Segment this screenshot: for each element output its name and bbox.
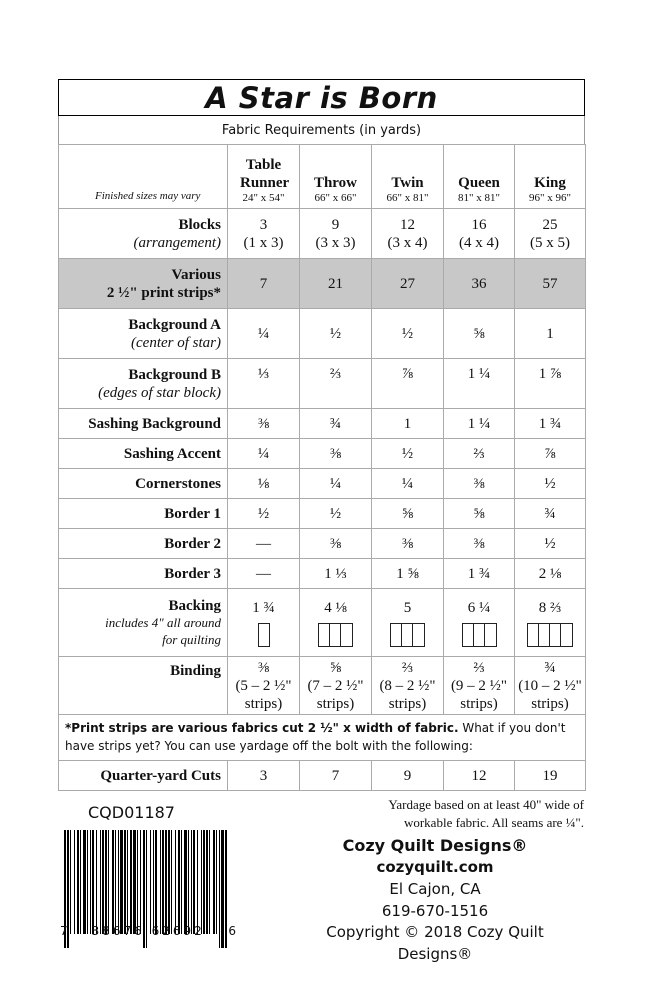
- value-cell: 9: [372, 761, 444, 791]
- product-sku: CQD01187: [88, 803, 175, 822]
- value-cell: 12: [444, 761, 515, 791]
- background-a-label: [59, 309, 228, 359]
- value-cell: [228, 209, 300, 259]
- value-cell: ⅝: [372, 499, 444, 529]
- sashing-background-row: [59, 409, 586, 439]
- size-dims: 66" x 81": [386, 191, 429, 204]
- value-cell: [444, 209, 515, 259]
- yardage-note: [340, 796, 584, 831]
- border-3-label: Border 3: [59, 559, 228, 589]
- value-cell: [228, 589, 300, 657]
- panel-segment: [528, 624, 539, 646]
- backing-yardage: 1 ¾: [252, 599, 275, 616]
- border-2-row: [59, 529, 586, 559]
- panel-segment: [463, 624, 474, 646]
- sashing-accent-label: Sashing Accent: [59, 439, 228, 469]
- value-cell: 1: [515, 309, 586, 359]
- value-cell: ½: [515, 529, 586, 559]
- strips-label-line1: Various: [171, 266, 221, 283]
- binding-strips: (10 – 2 ½": [518, 677, 582, 694]
- bg-b-label-text: Background B: [128, 366, 221, 383]
- background-b-row: [59, 359, 586, 409]
- strips-label-line2: 2 ½" print strips*: [106, 284, 221, 301]
- copyright: Copyright © 2018 Cozy Quilt Designs®: [326, 923, 544, 964]
- panel-segment: [474, 624, 485, 646]
- company-url: cozyquilt.com: [376, 858, 494, 877]
- binding-yardage: ⅜: [257, 659, 270, 676]
- footnote-text: What if you don't have strips yet? You can use yardage off the bolt with the following:: [65, 721, 566, 753]
- value-cell: ½: [300, 309, 372, 359]
- requirements-table: [58, 144, 586, 791]
- panel-segment: [485, 624, 496, 646]
- backing-sublabel-2: for quilting: [162, 631, 221, 647]
- value-cell: 1 ¾: [515, 409, 586, 439]
- yardage-note-line1: Yardage based on at least 40" wide of: [388, 797, 584, 812]
- value-cell: 36: [444, 259, 515, 309]
- finished-sizes-note: Finished sizes may vary: [95, 190, 201, 202]
- size-throw: [300, 145, 372, 209]
- value-cell: 21: [300, 259, 372, 309]
- value-cell: [300, 209, 372, 259]
- value-cell: ¼: [228, 439, 300, 469]
- company-phone: 619-670-1516: [381, 901, 489, 920]
- size-name: Throw: [313, 174, 358, 191]
- company-info: [300, 834, 570, 966]
- panel-segment: [319, 624, 330, 646]
- value-cell: [228, 657, 300, 715]
- value-cell: [300, 657, 372, 715]
- border-1-row: [59, 499, 586, 529]
- value-cell: —: [228, 559, 300, 589]
- size-table-runner: [228, 145, 300, 209]
- pattern-title: A Star is Born: [205, 80, 438, 115]
- value-cell: [444, 589, 515, 657]
- size-dims: 96" x 96": [529, 191, 571, 204]
- value-cell: ¾: [300, 409, 372, 439]
- block-count: 9: [331, 216, 340, 233]
- print-strips-label: [59, 259, 228, 309]
- value-cell: [372, 209, 444, 259]
- value-cell: ½: [372, 309, 444, 359]
- size-king: [515, 145, 586, 209]
- size-name: Queen: [458, 174, 500, 191]
- cornerstones-label: Cornerstones: [59, 469, 228, 499]
- value-cell: ⅝: [444, 499, 515, 529]
- backing-panel-icon: [390, 623, 425, 647]
- block-count: 16: [471, 216, 487, 233]
- value-cell: ⅛: [228, 469, 300, 499]
- size-note-cell: [59, 145, 228, 209]
- fabric-requirements-subtitle: Fabric Requirements (in yards): [58, 116, 585, 144]
- value-cell: ⅝: [444, 309, 515, 359]
- panel-segment: [550, 624, 561, 646]
- backing-label: [59, 589, 228, 657]
- value-cell: ⅞: [515, 439, 586, 469]
- border-3-row: [59, 559, 586, 589]
- backing-row: [59, 589, 586, 657]
- value-cell: [515, 589, 586, 657]
- size-twin: [372, 145, 444, 209]
- value-cell: ⅜: [444, 529, 515, 559]
- value-cell: 1 ⅓: [300, 559, 372, 589]
- sashing-background-label: Sashing Background: [59, 409, 228, 439]
- panel-segment: [413, 624, 424, 646]
- binding-strips-word: strips): [316, 695, 355, 712]
- size-dims: 81" x 81": [458, 191, 500, 204]
- binding-strips: (8 – 2 ½": [379, 677, 436, 694]
- block-arrangement: (3 x 3): [315, 234, 356, 251]
- bg-b-sublabel: (edges of star block): [98, 384, 221, 401]
- value-cell: ⅞: [372, 359, 444, 409]
- print-strips-row: [59, 259, 586, 309]
- barcode-digit-left: 7: [60, 924, 68, 938]
- panel-segment: [539, 624, 550, 646]
- binding-strips-word: strips): [388, 695, 427, 712]
- backing-panel-icon: [527, 623, 573, 647]
- value-cell: [515, 657, 586, 715]
- company-name: Cozy Quilt Designs®: [342, 836, 528, 855]
- size-name: Table Runner: [240, 156, 290, 191]
- size-dims: 66" x 66": [314, 191, 357, 204]
- binding-yardage: ¾: [544, 659, 556, 676]
- border-2-label: Border 2: [59, 529, 228, 559]
- value-cell: 2 ⅛: [515, 559, 586, 589]
- binding-strips-word: strips): [244, 695, 283, 712]
- background-b-label: [59, 359, 228, 409]
- backing-panel-icon: [258, 623, 270, 647]
- value-cell: 1 ¼: [444, 409, 515, 439]
- size-name: Twin: [391, 174, 424, 191]
- value-cell: ⅜: [300, 529, 372, 559]
- yardage-note-line2: workable fabric. All seams are ¼".: [403, 814, 584, 830]
- sashing-accent-row: [59, 439, 586, 469]
- value-cell: ¾: [515, 499, 586, 529]
- size-queen: [444, 145, 515, 209]
- cornerstones-row: [59, 469, 586, 499]
- binding-strips: (5 – 2 ½": [235, 677, 292, 694]
- value-cell: 1 ¾: [444, 559, 515, 589]
- backing-yardage: 5: [403, 599, 412, 616]
- value-cell: 1 ⅞: [515, 359, 586, 409]
- footnote-row: [59, 715, 586, 761]
- value-cell: ½: [372, 439, 444, 469]
- bg-a-label-text: Background A: [128, 316, 221, 333]
- barcode-digit-right: 6: [228, 924, 236, 938]
- blocks-label: [59, 209, 228, 259]
- block-arrangement: (3 x 4): [387, 234, 428, 251]
- quarter-yard-label: Quarter-yard Cuts: [59, 761, 228, 791]
- title-box: [58, 79, 585, 116]
- value-cell: ¼: [228, 309, 300, 359]
- binding-row: [59, 657, 586, 715]
- blocks-label-text: Blocks: [178, 216, 221, 233]
- value-cell: 57: [515, 259, 586, 309]
- binding-strips-word: strips): [460, 695, 498, 712]
- blocks-row: [59, 209, 586, 259]
- binding-strips-word: strips): [531, 695, 569, 712]
- value-cell: ⅜: [372, 529, 444, 559]
- backing-panel-icon: [462, 623, 497, 647]
- panel-segment: [391, 624, 402, 646]
- binding-yardage: ⅔: [473, 659, 485, 676]
- footnote-bold: *Print strips are various fabrics cut 2 ½" x width of fabric.: [65, 721, 459, 736]
- block-count: 3: [259, 216, 268, 233]
- value-cell: ⅔: [300, 359, 372, 409]
- binding-strips: (9 – 2 ½": [450, 677, 508, 694]
- barcode-digits-main: 38676 62692: [91, 924, 205, 938]
- value-cell: ⅓: [228, 359, 300, 409]
- value-cell: 7: [228, 259, 300, 309]
- backing-sublabel-1: includes 4" all around: [105, 614, 221, 630]
- backing-yardage: 8 ⅔: [538, 599, 562, 616]
- footnote: [59, 715, 586, 761]
- backing-yardage: 4 ⅛: [324, 599, 347, 616]
- value-cell: 1: [372, 409, 444, 439]
- company-city: El Cajon, CA: [389, 879, 481, 898]
- block-count: 25: [542, 216, 558, 233]
- value-cell: 3: [228, 761, 300, 791]
- background-a-row: [59, 309, 586, 359]
- border-1-label: Border 1: [59, 499, 228, 529]
- binding-label: Binding: [59, 657, 228, 715]
- size-header-row: [59, 145, 586, 209]
- blocks-sublabel: (arrangement): [133, 234, 221, 251]
- value-cell: [372, 589, 444, 657]
- value-cell: 1 ⅝: [372, 559, 444, 589]
- block-count: 12: [400, 216, 415, 233]
- value-cell: ⅜: [300, 439, 372, 469]
- block-arrangement: (4 x 4): [459, 234, 499, 251]
- value-cell: ⅔: [444, 439, 515, 469]
- binding-yardage: ⅝: [329, 659, 342, 676]
- value-cell: [372, 657, 444, 715]
- panel-segment: [402, 624, 413, 646]
- binding-strips: (7 – 2 ½": [307, 677, 364, 694]
- panel-segment: [561, 624, 572, 646]
- block-arrangement: (1 x 3): [243, 234, 284, 251]
- value-cell: ½: [228, 499, 300, 529]
- bg-a-sublabel: (center of star): [131, 334, 221, 351]
- value-cell: ⅜: [228, 409, 300, 439]
- value-cell: ¼: [300, 469, 372, 499]
- backing-panel-icon: [318, 623, 353, 647]
- value-cell: [300, 589, 372, 657]
- value-cell: ⅜: [444, 469, 515, 499]
- block-arrangement: (5 x 5): [530, 234, 570, 251]
- value-cell: 1 ¼: [444, 359, 515, 409]
- panel-segment: [341, 624, 352, 646]
- size-name: King: [534, 174, 566, 191]
- value-cell: 19: [515, 761, 586, 791]
- value-cell: ¼: [372, 469, 444, 499]
- panel-segment: [330, 624, 341, 646]
- quarter-yard-row: [59, 761, 586, 791]
- barcode-digits: [60, 924, 236, 938]
- panel-segment: [259, 624, 269, 646]
- value-cell: 27: [372, 259, 444, 309]
- value-cell: [444, 657, 515, 715]
- size-dims: 24" x 54": [242, 191, 285, 204]
- value-cell: —: [228, 529, 300, 559]
- binding-yardage: ⅔: [401, 659, 414, 676]
- value-cell: 7: [300, 761, 372, 791]
- value-cell: ½: [515, 469, 586, 499]
- value-cell: [515, 209, 586, 259]
- backing-yardage: 6 ¼: [467, 599, 491, 616]
- backing-label-text: Backing: [168, 597, 221, 614]
- value-cell: ½: [300, 499, 372, 529]
